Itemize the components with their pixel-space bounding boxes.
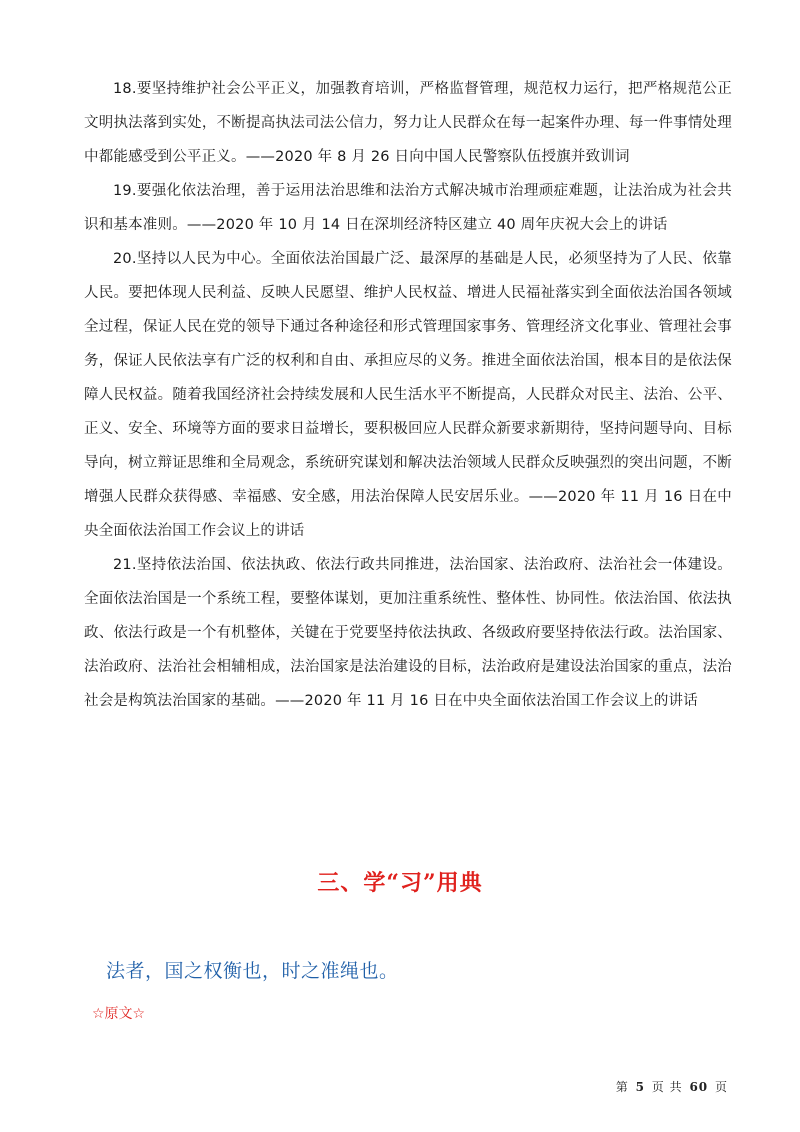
body-text [84,72,732,718]
original-text-label: ☆原文☆ [92,1006,146,1022]
section-heading: 三、学“习”用典 [317,870,483,896]
paragraph-18: 18.要坚持维护社会公平正义，加强教育培训，严格监督管理，规范权力运行，把严格规范公正文明执法落到实处，不断提高执法司法公信力，努力让人民群众在每一起案件办理、每一件事情处理中都能感受到公平正义。——2020 年 8 月 26 日向中国人民警察队伍授旗并致训词 [84,81,732,165]
page-footer [616,1078,728,1095]
paragraph-20: 20.坚持以人民为中心。全面依法治国最广泛、最深厚的基础是人民，必须坚持为了人民、依靠人民。要把体现人民利益、反映人民愿望、维护人民权益、增进人民福祉落实到全面依法治国各领域全过程，保证人民在党的领导下通过各种途径和形式管理国家事务、管理经济文化事业、管理社会事务，保证人民依法享有广泛的权利和自由、承担应尽的义务。推进全面依法治国，根本目的是依法保障人民权益。随着我国经济社会持续发展和人民生活水平不断提高，人民群众对民主、法治、公平、正义、安全、环境等方面的要求日益增长，要积极回应人民群众新要求新期待，坚持问题导向、目标导向，树立辩证思维和全局观念，系统研究谋划和解决法治领域人民群众反映强烈的突出问题，不断增强人民群众获得感、幸福感、安全感，用法治保障人民安居乐业。——2020 年 11 月 16 日在中央全面依法治国工作会议上的讲话 [84,251,732,539]
paragraph-21: 21.坚持依法治国、依法执政、依法行政共同推进，法治国家、法治政府、法治社会一体建设。全面依法治国是一个系统工程，要整体谋划，更加注重系统性、整体性、协同性。依法治国、依法执政、依法行政是一个有机整体，关键在于党要坚持依法执政、各级政府要坚持依法行政。法治国家、法治政府、法治社会相辅相成，法治国家是法治建设的目标，法治政府是建设法治国家的重点，法治社会是构筑法治国家的基础。——2020 年 11 月 16 日在中央全面依法治国工作会议上的讲话 [84,557,732,709]
paragraph-19: 19.要强化依法治理，善于运用法治思维和法治方式解决城市治理顽症难题，让法治成为社会共识和基本准则。——2020 年 10 月 14 日在深圳经济特区建立 40 周年庆祝大会上的讲话 [84,183,732,233]
classic-quote: 法者，国之权衡也，时之准绳也。 [106,960,399,982]
total-page-count: 60 [689,1080,709,1094]
footer-middle: 页 共 [651,1080,683,1094]
current-page-number: 5 [635,1080,645,1094]
footer-prefix: 第 [615,1080,629,1094]
footer-suffix: 页 [714,1080,728,1094]
